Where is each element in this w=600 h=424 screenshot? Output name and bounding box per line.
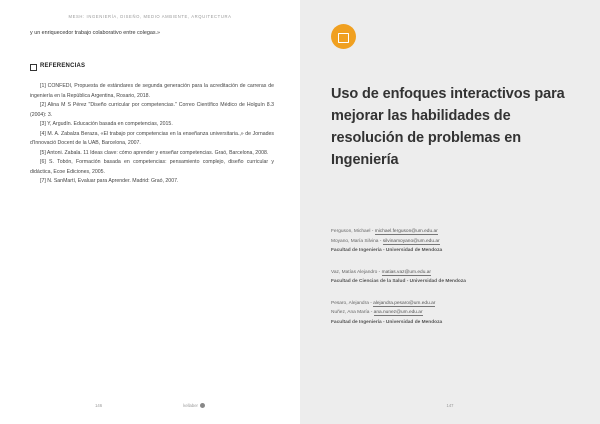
references-heading-label: REFERENCIAS xyxy=(40,63,86,69)
right-page xyxy=(300,0,600,424)
author-name: Ferguson, Michael - xyxy=(331,229,375,234)
author-email-link[interactable]: silvinamoyano@um.edu.ar xyxy=(382,238,440,244)
references-heading xyxy=(30,63,85,69)
author-affiliation: Facultad de Ingeniería - Universidad de Mendoza xyxy=(331,248,443,253)
author-affiliation: Facultad de Ingeniería - Universidad de Mendoza xyxy=(331,319,443,325)
author-affiliation: Facultad de Ciencias de la Salud - Universidad de Mendoza xyxy=(331,279,466,284)
author-line xyxy=(331,268,571,278)
author-name: Nuñez, Ana María - xyxy=(331,310,374,315)
author-email-link[interactable]: matias.vaz@um.edu.ar xyxy=(381,269,431,275)
brand-logo-icon xyxy=(200,403,205,408)
reference-item: [6] S. Tobón, Formación basada en competencias: pensamiento complejo, diseño curricular y didáctica, Ecoe Ediciones, 2005. xyxy=(30,159,274,175)
references-list xyxy=(30,82,274,187)
reference-item: [5] Antoni. Zabala. 11 Ideas clave: cómo aprender y enseñar competencias. Graó, Barcelona, 2008. xyxy=(40,149,269,156)
author-group xyxy=(331,227,571,256)
author-line xyxy=(331,237,571,247)
right-folio xyxy=(300,403,600,408)
author-line xyxy=(331,308,571,318)
author-line xyxy=(331,299,571,309)
open-book-icon xyxy=(338,33,349,41)
reference-item: [1] CONFEDI, Propuesta de estándares de segunda generación para la acreditación de carreras de ingeniería en la República Argentina, Rosario, 2018. xyxy=(30,83,274,99)
book-icon xyxy=(30,64,37,69)
intro-text: y un enriquecedor trabajo colaborativo entre colegas.» xyxy=(30,30,161,36)
running-head: MESH: INGENIERÍA, DISEÑO, MEDIO AMBIENTE, ARQUITECTURA xyxy=(68,14,232,19)
page-number-left: 146 xyxy=(95,403,103,408)
page-number-right: 147 xyxy=(446,403,454,408)
author-group xyxy=(331,299,571,328)
author-group xyxy=(331,268,571,287)
left-folio xyxy=(0,403,300,408)
author-email-link[interactable]: alejandra.pesaro@um.edu.ar xyxy=(373,300,436,306)
reference-item: [3] Y, Argudín. Educación basada en competencias, 2015. xyxy=(40,121,173,127)
authors-block xyxy=(331,227,571,339)
reference-item: [2] Alina M S Pérez "Diseño curricular por competencias." Correo Científico Médico de Holguín 8.3 (2004): 3. xyxy=(30,102,274,118)
publisher-brand xyxy=(183,403,205,408)
article-title: Uso de enfoques interactivos para mejorar las habilidades de resolución de problemas en Ingeniería xyxy=(331,86,565,168)
section-badge xyxy=(331,24,356,49)
reference-item: [7] N. SanMartí, Evaluar para Aprender. Madrid: Graó, 2007. xyxy=(40,178,179,184)
author-email-link[interactable]: michael.ferguson@um.edu.ar xyxy=(374,229,438,234)
publisher-brand-label: kellaber xyxy=(183,403,198,408)
author-name: Pesaro, Alejandra - xyxy=(331,300,374,306)
author-name: Vaz, Matías Alejandro - xyxy=(331,269,382,275)
author-name: Moyano, María Silvina - xyxy=(331,238,383,244)
author-email-link[interactable]: ana.nunez@um.edu.ar xyxy=(373,310,423,315)
reference-item: [4] M. A. Zabalza Beraza, «El trabajo por competencias en la enseñanza universitaria.,» de Jornades d'Innovació Docent de la UAB, Barcelona, 2007. xyxy=(30,130,274,146)
author-line xyxy=(331,227,571,237)
